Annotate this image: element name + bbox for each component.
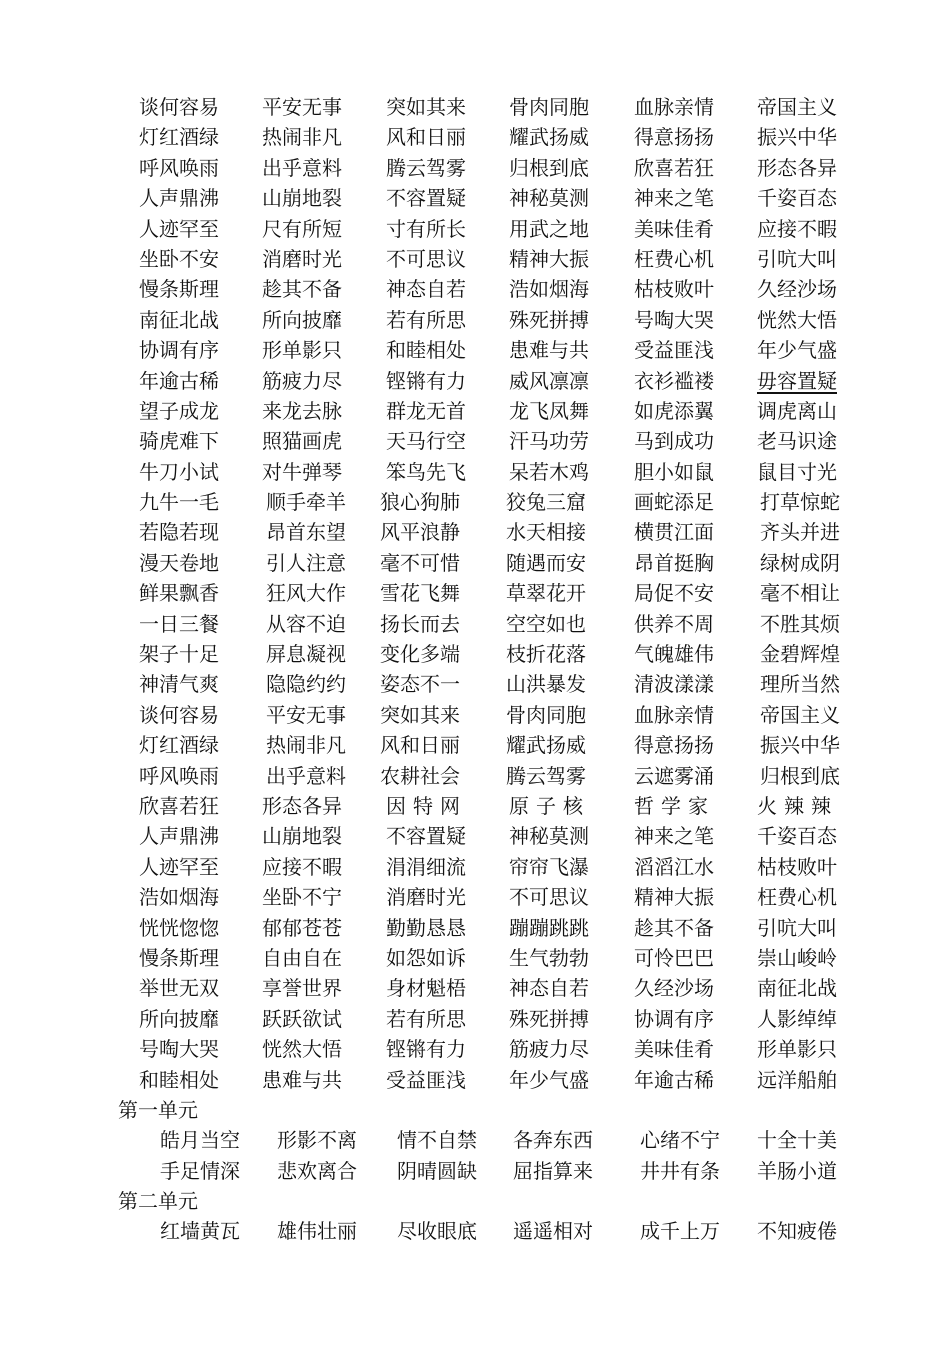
idiom-word: 久经沙场	[634, 976, 714, 1001]
idiom-word: 享誉世界	[262, 976, 342, 1001]
idiom-word: 不可思议	[509, 885, 589, 910]
idiom-word: 羊肠小道	[757, 1158, 837, 1183]
idiom-word: 人迹罕至	[139, 216, 219, 241]
idiom-word: 得意扬扬	[634, 733, 714, 758]
idiom-row	[0, 335, 950, 365]
idiom-row	[0, 1004, 950, 1034]
idiom-word: 铿锵有力	[386, 1037, 466, 1062]
idiom-word: 架子十足	[139, 642, 219, 667]
idiom-word: 心绪不宁	[640, 1128, 720, 1153]
idiom-word: 望子成龙	[139, 398, 219, 423]
idiom-word: 阴晴圆缺	[397, 1158, 477, 1183]
idiom-word: 千姿百态	[757, 186, 837, 211]
idiom-word: 毋容置疑	[757, 368, 837, 393]
idiom-word: 悲欢离合	[277, 1158, 357, 1183]
idiom-word: 和睦相处	[139, 1067, 219, 1092]
idiom-row	[0, 639, 950, 669]
idiom-word: 欣喜若狂	[139, 793, 219, 818]
idiom-row	[0, 943, 950, 973]
idiom-word: 殊死拼搏	[509, 307, 589, 332]
idiom-word: 天马行空	[386, 429, 466, 454]
idiom-word: 平安无事	[266, 702, 346, 727]
idiom-word: 恍恍惚惚	[139, 915, 219, 940]
idiom-word: 帘帘飞瀑	[509, 854, 589, 879]
idiom-word: 如怨如诉	[386, 945, 466, 970]
idiom-word: 毫不相让	[760, 581, 840, 606]
idiom-word: 形态各异	[262, 793, 342, 818]
idiom-word: 南征北战	[757, 976, 837, 1001]
idiom-word: 跃跃欲试	[262, 1006, 342, 1031]
idiom-word: 应接不暇	[757, 216, 837, 241]
idiom-word: 衣衫褴褛	[634, 368, 714, 393]
idiom-word: 久经沙场	[757, 277, 837, 302]
idiom-word: 清波漾漾	[634, 672, 714, 697]
idiom-word: 人声鼎沸	[139, 186, 219, 211]
idiom-word: 红墙黄瓦	[160, 1219, 240, 1244]
idiom-word: 血脉亲情	[634, 95, 714, 119]
idiom-row	[0, 183, 950, 213]
idiom-word: 打草惊蛇	[760, 490, 840, 515]
idiom-word: 血脉亲情	[634, 702, 714, 727]
idiom-word: 骑虎难下	[139, 429, 219, 454]
idiom-word: 生气勃勃	[509, 945, 589, 970]
idiom-word: 协调有序	[634, 1006, 714, 1031]
idiom-word: 归根到底	[509, 155, 589, 180]
idiom-word: 涓涓细流	[386, 854, 466, 879]
idiom-word: 屏息凝视	[266, 642, 346, 667]
idiom-word: 出乎意料	[262, 155, 342, 180]
idiom-row	[0, 274, 950, 304]
idiom-word: 神秘莫测	[509, 824, 589, 849]
idiom-row	[0, 122, 950, 152]
idiom-word: 引吭大叫	[757, 915, 837, 940]
idiom-row	[0, 821, 950, 851]
idiom-word: 鲜果飘香	[139, 581, 219, 606]
idiom-row	[0, 214, 950, 244]
idiom-word: 引吭大叫	[757, 246, 837, 271]
idiom-word: 若隐若现	[139, 520, 219, 545]
unit-heading: 第二单元	[118, 1189, 198, 1214]
idiom-word: 画蛇添足	[634, 490, 714, 515]
idiom-word: 火辣辣	[757, 793, 838, 818]
idiom-word: 马到成功	[634, 429, 714, 454]
idiom-word: 狡兔三窟	[506, 490, 586, 515]
idiom-word: 各奔东西	[513, 1128, 593, 1153]
idiom-word: 对牛弹琴	[262, 459, 342, 484]
idiom-word: 和睦相处	[386, 338, 466, 363]
idiom-word: 不容置疑	[386, 824, 466, 849]
idiom-word: 呼风唤雨	[139, 155, 219, 180]
idiom-word: 消磨时光	[386, 885, 466, 910]
idiom-word: 南征北战	[139, 307, 219, 332]
idiom-word: 神来之笔	[634, 186, 714, 211]
idiom-word: 所向披靡	[262, 307, 342, 332]
idiom-word: 一日三餐	[139, 611, 219, 636]
idiom-word: 毫不可惜	[380, 550, 460, 575]
idiom-word: 帝国主义	[760, 702, 840, 727]
idiom-word: 雄伟壮丽	[277, 1219, 357, 1244]
idiom-word: 号啕大哭	[634, 307, 714, 332]
idiom-word: 消磨时光	[262, 246, 342, 271]
idiom-word: 龙飞凤舞	[509, 398, 589, 423]
idiom-word: 骨肉同胞	[506, 702, 586, 727]
idiom-row	[0, 973, 950, 1003]
idiom-word: 屈指算来	[513, 1158, 593, 1183]
idiom-word: 滔滔江水	[634, 854, 714, 879]
idiom-word: 腾云驾雾	[506, 763, 586, 788]
idiom-word: 来龙去脉	[262, 398, 342, 423]
idiom-word: 趁其不备	[634, 915, 714, 940]
idiom-word: 寸有所长	[386, 216, 466, 241]
idiom-word: 哲学家	[634, 793, 715, 818]
idiom-word: 神态自若	[509, 976, 589, 1001]
idiom-word: 随遇而安	[506, 550, 586, 575]
idiom-word: 振兴中华	[757, 125, 837, 150]
idiom-word: 精神大振	[634, 885, 714, 910]
idiom-row	[0, 366, 950, 396]
idiom-word: 筋疲力尽	[509, 1037, 589, 1062]
idiom-word: 灯红酒绿	[139, 125, 219, 150]
idiom-row	[0, 913, 950, 943]
idiom-word: 横贯江面	[634, 520, 714, 545]
idiom-word: 恍然大悟	[262, 1037, 342, 1062]
idiom-word: 灯红酒绿	[139, 733, 219, 758]
idiom-word: 变化多端	[380, 642, 460, 667]
idiom-row	[0, 517, 950, 547]
idiom-word: 举世无双	[139, 976, 219, 1001]
idiom-word: 协调有序	[139, 338, 219, 363]
idiom-word: 年少气盛	[509, 1067, 589, 1092]
idiom-word: 郁郁苍苍	[262, 915, 342, 940]
idiom-word: 云遮雾涌	[634, 763, 714, 788]
idiom-word: 姿态不一	[380, 672, 460, 697]
idiom-row	[0, 1125, 950, 1155]
idiom-word: 引人注意	[266, 550, 346, 575]
idiom-word: 顺手牵羊	[266, 490, 346, 515]
idiom-word: 人影绰绰	[757, 1006, 837, 1031]
idiom-word: 用武之地	[509, 216, 589, 241]
idiom-word: 昂首东望	[266, 520, 346, 545]
idiom-word: 受益匪浅	[634, 338, 714, 363]
idiom-word: 谈何容易	[139, 95, 219, 119]
idiom-word: 不容置疑	[386, 186, 466, 211]
idiom-word: 扬长而去	[380, 611, 460, 636]
idiom-word: 人声鼎沸	[139, 824, 219, 849]
idiom-word: 枯枝败叶	[634, 277, 714, 302]
idiom-row	[0, 305, 950, 335]
idiom-word: 自由自在	[262, 945, 342, 970]
idiom-word: 腾云驾雾	[386, 155, 466, 180]
idiom-word: 汗马功劳	[509, 429, 589, 454]
idiom-word: 耀武扬威	[509, 125, 589, 150]
idiom-word: 若有所思	[386, 1006, 466, 1031]
idiom-word: 年逾古稀	[634, 1067, 714, 1092]
idiom-word: 骨肉同胞	[509, 95, 589, 119]
idiom-word: 笨鸟先飞	[386, 459, 466, 484]
idiom-word: 勤勤恳恳	[386, 915, 466, 940]
idiom-word: 鼠目寸光	[757, 459, 837, 484]
idiom-word: 得意扬扬	[634, 125, 714, 150]
idiom-word: 昂首挺胸	[634, 550, 714, 575]
idiom-row	[0, 457, 950, 487]
idiom-word: 出乎意料	[266, 763, 346, 788]
idiom-row	[0, 1156, 950, 1186]
idiom-word: 耀武扬威	[506, 733, 586, 758]
idiom-word: 雪花飞舞	[380, 581, 460, 606]
idiom-row	[0, 487, 950, 517]
idiom-word: 慢条斯理	[139, 277, 219, 302]
idiom-row	[0, 396, 950, 426]
idiom-word: 漫天卷地	[139, 550, 219, 575]
idiom-word: 若有所思	[386, 307, 466, 332]
idiom-word: 浩如烟海	[139, 885, 219, 910]
idiom-row	[0, 92, 950, 122]
idiom-word: 气魄雄伟	[634, 642, 714, 667]
idiom-word: 患难与共	[262, 1067, 342, 1092]
idiom-word: 调虎离山	[757, 398, 837, 423]
idiom-word: 水天相接	[506, 520, 586, 545]
idiom-row	[0, 730, 950, 760]
idiom-word: 山崩地裂	[262, 186, 342, 211]
idiom-word: 帝国主义	[757, 95, 837, 119]
idiom-word: 胆小如鼠	[634, 459, 714, 484]
idiom-row	[0, 609, 950, 639]
idiom-word: 受益匪浅	[386, 1067, 466, 1092]
idiom-word: 隐隐约约	[266, 672, 346, 697]
idiom-word: 所向披靡	[139, 1006, 219, 1031]
idiom-word: 美味佳肴	[634, 216, 714, 241]
idiom-word: 美味佳肴	[634, 1037, 714, 1062]
idiom-word: 千姿百态	[757, 824, 837, 849]
idiom-word: 从容不迫	[266, 611, 346, 636]
idiom-word: 年逾古稀	[139, 368, 219, 393]
idiom-word: 草翠花开	[506, 581, 586, 606]
idiom-word: 形单影只	[262, 338, 342, 363]
idiom-word: 神来之笔	[634, 824, 714, 849]
idiom-word: 形态各异	[757, 155, 837, 180]
idiom-word: 手足情深	[160, 1158, 240, 1183]
idiom-row	[0, 1034, 950, 1064]
idiom-row	[0, 153, 950, 183]
idiom-word: 慢条斯理	[139, 945, 219, 970]
idiom-word: 情不自禁	[397, 1128, 477, 1153]
idiom-word: 筋疲力尽	[262, 368, 342, 393]
idiom-word: 空空如也	[506, 611, 586, 636]
idiom-word: 尺有所短	[262, 216, 342, 241]
idiom-word: 精神大振	[509, 246, 589, 271]
idiom-word: 蹦蹦跳跳	[509, 915, 589, 940]
idiom-row	[0, 1216, 950, 1246]
idiom-word: 因特网	[386, 793, 467, 818]
idiom-word: 呼风唤雨	[139, 763, 219, 788]
idiom-word: 铿锵有力	[386, 368, 466, 393]
idiom-word: 如虎添翼	[634, 398, 714, 423]
idiom-word: 崇山峻岭	[757, 945, 837, 970]
idiom-word: 形影不离	[277, 1128, 357, 1153]
idiom-word: 山洪暴发	[506, 672, 586, 697]
idiom-word: 热闹非凡	[262, 125, 342, 150]
idiom-word: 皓月当空	[160, 1128, 240, 1153]
idiom-word: 供养不周	[634, 611, 714, 636]
idiom-word: 狼心狗肺	[380, 490, 460, 515]
idiom-word: 神态自若	[386, 277, 466, 302]
idiom-word: 号啕大哭	[139, 1037, 219, 1062]
idiom-word: 神清气爽	[139, 672, 219, 697]
idiom-row	[0, 426, 950, 456]
idiom-row	[0, 1065, 950, 1095]
idiom-word: 风平浪静	[380, 520, 460, 545]
idiom-word: 原子核	[509, 793, 590, 818]
idiom-row	[0, 244, 950, 274]
idiom-word: 平安无事	[262, 95, 342, 119]
idiom-word: 神秘莫测	[509, 186, 589, 211]
idiom-word: 不胜其烦	[760, 611, 840, 636]
idiom-word: 照猫画虎	[262, 429, 342, 454]
idiom-word: 振兴中华	[760, 733, 840, 758]
idiom-word: 殊死拼搏	[509, 1006, 589, 1031]
idiom-word: 遥遥相对	[513, 1219, 593, 1244]
idiom-word: 狂风大作	[266, 581, 346, 606]
idiom-word: 远洋船舶	[757, 1067, 837, 1092]
idiom-row	[0, 852, 950, 882]
idiom-word: 井井有条	[640, 1158, 720, 1183]
idiom-word: 山崩地裂	[262, 824, 342, 849]
idiom-word: 老马识途	[757, 429, 837, 454]
idiom-word: 绿树成阴	[760, 550, 840, 575]
idiom-word: 枯枝败叶	[757, 854, 837, 879]
idiom-word: 应接不暇	[262, 854, 342, 879]
idiom-word: 身材魁梧	[386, 976, 466, 1001]
idiom-row	[0, 761, 950, 791]
idiom-word: 形单影只	[757, 1037, 837, 1062]
idiom-word: 枝折花落	[506, 642, 586, 667]
idiom-word: 热闹非凡	[266, 733, 346, 758]
idiom-word: 群龙无首	[386, 398, 466, 423]
idiom-word: 不知疲倦	[757, 1219, 837, 1244]
idiom-word: 年少气盛	[757, 338, 837, 363]
idiom-word: 齐头并进	[760, 520, 840, 545]
idiom-row	[0, 791, 950, 821]
idiom-word: 理所当然	[760, 672, 840, 697]
idiom-word: 归根到底	[760, 763, 840, 788]
idiom-row	[0, 578, 950, 608]
idiom-word: 趁其不备	[262, 277, 342, 302]
idiom-row	[0, 882, 950, 912]
idiom-word: 患难与共	[509, 338, 589, 363]
idiom-row	[0, 700, 950, 730]
idiom-word: 风和日丽	[386, 125, 466, 150]
idiom-word: 坐卧不安	[139, 246, 219, 271]
idiom-row	[0, 669, 950, 699]
idiom-word: 呆若木鸡	[509, 459, 589, 484]
idiom-word: 坐卧不宁	[262, 885, 342, 910]
idiom-word: 十全十美	[757, 1128, 837, 1153]
idiom-row	[0, 548, 950, 578]
idiom-word: 农耕社会	[380, 763, 460, 788]
idiom-word: 突如其来	[380, 702, 460, 727]
idiom-word: 金碧辉煌	[760, 642, 840, 667]
idiom-word: 可怜巴巴	[634, 945, 714, 970]
idiom-word: 威风凛凛	[509, 368, 589, 393]
idiom-word: 枉费心机	[634, 246, 714, 271]
idiom-word: 成千上万	[640, 1219, 720, 1244]
idiom-word: 浩如烟海	[509, 277, 589, 302]
idiom-word-list-document	[0, 92, 950, 1247]
idiom-word: 谈何容易	[139, 702, 219, 727]
idiom-word: 枉费心机	[757, 885, 837, 910]
idiom-word: 局促不安	[634, 581, 714, 606]
idiom-word: 九牛一毛	[139, 490, 219, 515]
idiom-word: 牛刀小试	[139, 459, 219, 484]
idiom-word: 欣喜若狂	[634, 155, 714, 180]
idiom-word: 恍然大悟	[757, 307, 837, 332]
idiom-word: 尽收眼底	[397, 1219, 477, 1244]
idiom-word: 不可思议	[386, 246, 466, 271]
unit-heading: 第一单元	[118, 1097, 198, 1122]
idiom-word: 风和日丽	[380, 733, 460, 758]
idiom-word: 人迹罕至	[139, 854, 219, 879]
idiom-word: 突如其来	[386, 95, 466, 119]
